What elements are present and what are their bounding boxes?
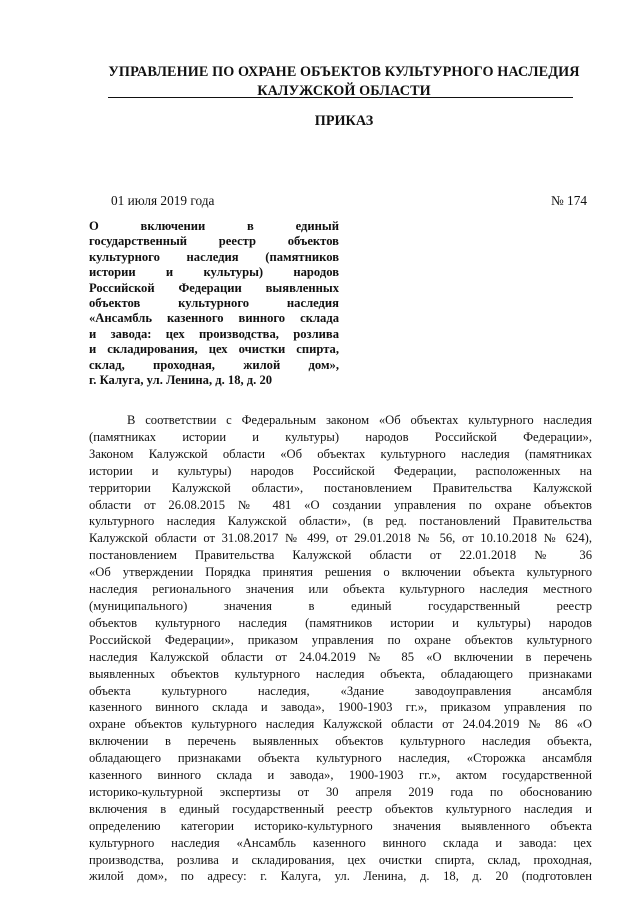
body-line: определению категории историко-культурного значения выявленного объекта [89, 818, 592, 833]
body-line: производства, розлива и складирования, цех очистки спирта, склад, проходная, [89, 852, 592, 867]
header-underline [108, 97, 573, 98]
body-line: выявленных объектов культурного наследия объекта, обладающего признаками [89, 666, 592, 681]
organization-name-line-2: КАЛУЖСКОЙ ОБЛАСТИ [257, 83, 431, 99]
subject-line: культурного наследия (памятников [89, 249, 339, 264]
body-line: наследия регионального значения или объекта культурного наследия местного [89, 582, 592, 597]
body-line: включения в единый государственный реестр объектов культурного наследия и [89, 801, 592, 816]
body-line: области от 26.08.2015 № 481 «О создании управления по охране объектов [89, 497, 592, 512]
subject-line: и складирования, цех очистки спирта, [89, 342, 339, 357]
body-line: наследия Калужской области от 24.04.2019 № 85 «О включении в перечень [89, 649, 592, 664]
body-line: культурного наследия «Ансамбль казенного винного склада и завода: цех [89, 835, 592, 850]
body-line: казенного винного склада и завода», 1900-1903 гг.», актом государственной [89, 768, 592, 783]
order-subject [89, 219, 339, 388]
body-line: Калужской области от 31.08.2017 № 499, от 29.01.2018 № 56, от 10.10.2018 № 624), [89, 531, 592, 546]
body-line: жилой дом», по адресу: г. Калуга, ул. Ленина, д. 18, д. 20 (подготовлен [89, 869, 592, 884]
organization-name [108, 63, 580, 101]
body-line: объектов культурного наследия (памятников истории и культуры) народов [89, 615, 592, 630]
body-line: (памятниках истории и культуры) народов Российской Федерации», [89, 429, 592, 444]
subject-line: «Ансамбль казенного винного склада [89, 311, 339, 326]
subject-line: истории и культуры) народов [89, 265, 339, 280]
body-line: территории Калужской области», постановлением Правительства Калужской [89, 480, 592, 495]
subject-line: государственный реестр объектов [89, 234, 339, 249]
subject-line: объектов культурного наследия [89, 296, 339, 311]
body-line: Российской Федерации», приказом управления по охране объектов культурного [89, 632, 592, 647]
order-body [89, 412, 592, 885]
subject-line: г. Калуга, ул. Ленина, д. 18, д. 20 [89, 373, 273, 388]
subject-line: Российской Федерации выявленных [89, 280, 339, 295]
body-line: В соответствии с Федеральным законом «Об объектах культурного наследия [127, 413, 592, 427]
order-number: № 174 [551, 193, 587, 208]
body-line: охране объектов культурного наследия Калужской области от 24.04.2019 № 86 «О [89, 717, 592, 732]
document-type: ПРИКАЗ [314, 113, 374, 129]
organization-name-line-1: УПРАВЛЕНИЕ ПО ОХРАНЕ ОБЪЕКТОВ КУЛЬТУРНОГО НАСЛЕДИЯ [108, 64, 580, 80]
body-line: объекта культурного наследия, «Здание заводоуправления ансамбля [89, 683, 592, 698]
body-line: включении в перечень выявленных объектов культурного наследия объекта, [89, 734, 592, 749]
body-line: постановлением Правительства Калужской области от 22.01.2018 № 36 [89, 548, 592, 563]
subject-line: склад, проходная, жилой дом», [89, 357, 339, 372]
subject-line: и завода: цех производства, розлива [89, 326, 339, 341]
body-line: Законом Калужской области «Об объектах культурного наследия (памятниках [89, 446, 592, 461]
body-line: истории и культуры) народов Российской Федерации, расположенных на [89, 463, 592, 478]
body-line: «Об утверждении Порядка принятия решения о включении объекта культурного [89, 565, 592, 580]
order-date: 01 июля 2019 года [111, 193, 215, 208]
subject-line: О включении в единый [89, 219, 339, 233]
body-line: историко-культурной экспертизы от 30 апреля 2019 года по обоснованию [89, 784, 592, 799]
body-line: обладающего признаками объекта культурного наследия, «Сторожка ансамбля [89, 751, 592, 766]
body-line: культурного наследия Калужской области», (в ред. постановлений Правительства [89, 514, 592, 529]
body-line: (муниципального) значения в единый государственный реестр [89, 598, 592, 613]
body-line: казенного винного склада и завода», 1900-1903 гг.», приказом управления по [89, 700, 592, 715]
